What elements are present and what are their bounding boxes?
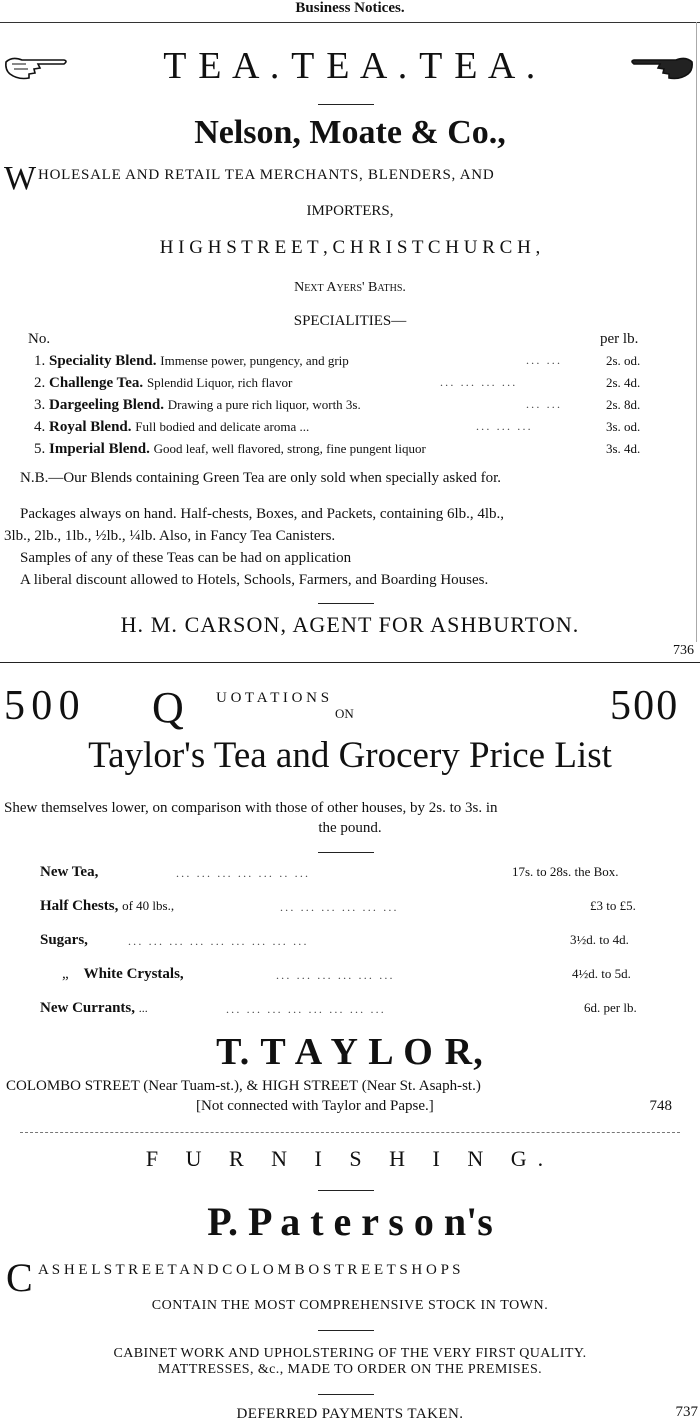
price-item: Half Chests, of 40 lbs., xyxy=(40,898,175,914)
divider xyxy=(318,104,374,105)
cashel-line: A S H E L S T R E E T A N D C O L O M B O S T R E E T S H O P S xyxy=(38,1262,461,1278)
divider xyxy=(318,1330,374,1331)
speciality-item: 3. Dargeeling Blend. Drawing a pure rich liquor, worth 3s. xyxy=(34,397,361,413)
price-dots: ... ... ... ... ... .. ... xyxy=(176,866,311,880)
speciality-price: 3s. 4d. xyxy=(606,441,641,456)
specialities-heading: SPECIALITIES— xyxy=(293,313,407,329)
paterson-name: P. P a t e r s o n's xyxy=(207,1199,493,1244)
price-dots: ... ... ... ... ... ... ... ... ... xyxy=(128,934,309,948)
section-rule xyxy=(0,662,700,663)
deferred-line: DEFERRED PAYMENTS TAKEN. xyxy=(236,1406,464,1422)
divider xyxy=(318,1190,374,1191)
samples-line: Samples of any of these Teas can be had on application xyxy=(20,550,352,566)
packages-line1: Packages always on hand. Half-chests, Boxes, and Packets, containing 6lb., 4lb., xyxy=(20,506,505,522)
price-item: „ White Crystals, xyxy=(62,966,184,982)
price-item: Sugars, xyxy=(40,932,88,948)
price-dots: ... ... ... ... ... ... xyxy=(280,900,399,914)
cabinet-line2: MATTRESSES, &c., MADE TO ORDER ON THE PREMISES. xyxy=(157,1362,543,1377)
quotations-word: U O T A T I O N S xyxy=(216,690,330,706)
speciality-dots: ... ... ... ... xyxy=(440,375,518,389)
speciality-price: 3s. od. xyxy=(606,419,641,434)
price-list-title: Taylor's Tea and Grocery Price List xyxy=(88,735,612,776)
tea-headline: T E A . T E A . T E A . xyxy=(163,45,537,87)
speciality-dots: ... ... ... xyxy=(476,419,533,433)
on-word: ON xyxy=(335,706,354,721)
speciality-price: 2s. od. xyxy=(606,353,641,368)
discount-line: A liberal discount allowed to Hotels, Schools, Farmers, and Boarding Houses. xyxy=(20,572,489,588)
price-value: 3½d. to 4d. xyxy=(570,932,629,947)
speciality-item: 4. Royal Blend. Full bodied and delicate aroma ... xyxy=(34,419,310,435)
next-ayers: Next Ayers' Baths. xyxy=(294,280,406,295)
header-rule xyxy=(0,22,700,23)
col-price: per lb. xyxy=(600,331,639,347)
price-dots: ... ... ... ... ... ... xyxy=(276,968,395,982)
ad-number: 748 xyxy=(649,1098,672,1114)
500-left: 500 xyxy=(4,683,86,729)
divider xyxy=(318,1394,374,1395)
agent-line: H. M. CARSON, AGENT FOR ASHBURTON. xyxy=(120,612,580,637)
speciality-dots: ... ... xyxy=(526,397,563,411)
price-value: 17s. to 28s. the Box. xyxy=(512,864,619,879)
price-value: 4½d. to 5d. xyxy=(572,966,631,981)
speciality-item: 1. Speciality Blend. Immense power, pungency, and grip xyxy=(34,353,349,369)
contain-line: CONTAIN THE MOST COMPREHENSIVE STOCK IN TOWN. xyxy=(151,1298,549,1313)
divider xyxy=(318,603,374,604)
ad-number: 736 xyxy=(673,643,694,658)
price-item: New Tea, xyxy=(40,864,99,880)
nb-note: N.B.—Our Blends containing Green Tea are only sold when specially asked for. xyxy=(20,470,502,486)
section-rule xyxy=(20,1132,680,1133)
ad-number: 737 xyxy=(675,1404,698,1420)
taylor-address: COLOMBO STREET (Near Tuam-st.), & HIGH STREET (Near St. Asaph-st.) xyxy=(6,1078,481,1094)
shew-line2: the pound. xyxy=(318,820,382,836)
company-name: Nelson, Moate & Co., xyxy=(194,114,506,151)
shew-line1: Shew themselves lower, on comparison with those of other houses, by 2s. to 3s. in xyxy=(4,800,498,816)
drop-cap-w: W xyxy=(4,160,37,197)
col-no: No. xyxy=(28,331,51,347)
taylor-note: [Not connected with Taylor and Papse.] xyxy=(196,1098,434,1114)
taylor-name: T. T A Y L O R, xyxy=(216,1031,484,1073)
drop-cap-c: C xyxy=(6,1255,33,1300)
speciality-dots: ... ... xyxy=(526,353,563,367)
divider xyxy=(318,852,374,853)
drop-cap-q: Q xyxy=(152,683,184,732)
furnishing-headline: F U R N I S H I N G. xyxy=(145,1146,555,1171)
price-dots: ... ... ... ... ... ... ... ... xyxy=(226,1002,386,1016)
500-right: 500 xyxy=(610,683,680,729)
price-value: £3 to £5. xyxy=(590,898,636,913)
tea-address: H I G H S T R E E T , C H R I S T C H U R C H , xyxy=(159,237,541,258)
price-value: 6d. per lb. xyxy=(584,1000,637,1015)
speciality-price: 2s. 4d. xyxy=(606,375,641,390)
merchants-line: HOLESALE AND RETAIL TEA MERCHANTS, BLENDERS, AND xyxy=(38,167,495,183)
importers-line: IMPORTERS, xyxy=(306,203,394,219)
price-item: New Currants, ... xyxy=(40,1000,148,1016)
cabinet-line1: CABINET WORK AND UPHOLSTERING OF THE VERY FIRST QUALITY. xyxy=(113,1346,587,1361)
speciality-price: 2s. 8d. xyxy=(606,397,641,412)
speciality-item: 2. Challenge Tea. Splendid Liquor, rich flavor xyxy=(34,375,293,391)
packages-line2: 3lb., 2lb., 1lb., ½lb., ¼lb. Also, in Fancy Tea Canisters. xyxy=(4,528,336,544)
speciality-item: 5. Imperial Blend. Good leaf, well flavored, strong, fine pungent liquor xyxy=(34,441,426,457)
page-header: Business Notices. xyxy=(295,0,405,16)
